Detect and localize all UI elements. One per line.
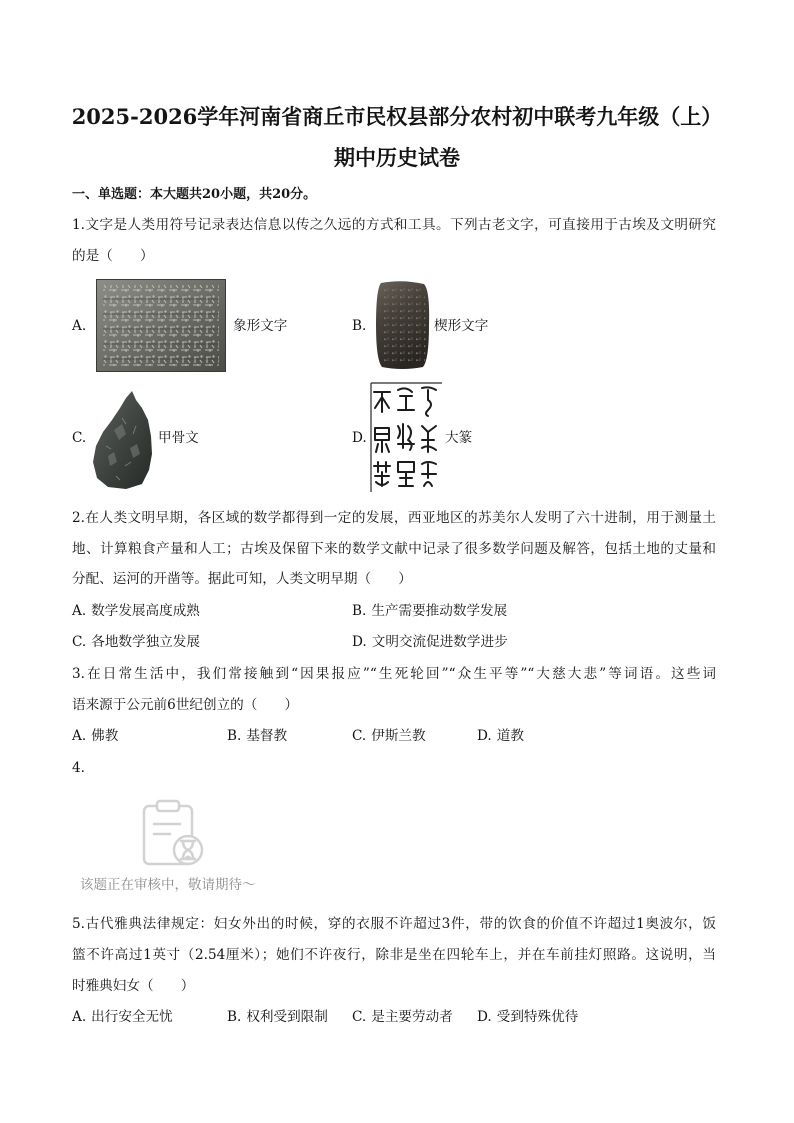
question-2-line-3: 分配、运河的开凿等。据此可知，人类文明早期（ ） bbox=[72, 571, 412, 587]
exam-title-line-1: 2025-2026学年河南省商丘市民权县部分农村初中联考九年级（上） bbox=[71, 104, 723, 129]
option-letter: C. bbox=[352, 728, 367, 744]
hieroglyph-tablet-image bbox=[96, 279, 226, 372]
option-text: 数学发展高度成熟 bbox=[91, 603, 200, 619]
option-text: 伊斯兰教 bbox=[371, 728, 426, 744]
option-text: 权利受到限制 bbox=[246, 1009, 328, 1025]
section-heading: 一、单选题：本大题共20小题，共20分。 bbox=[72, 187, 317, 202]
question-2-option-d bbox=[352, 632, 508, 652]
question-2-option-c bbox=[72, 632, 200, 652]
question-1-option-c-label: 甲骨文 bbox=[158, 430, 199, 446]
option-letter: B. bbox=[227, 1009, 242, 1025]
question-5-line-1: 5.古代雅典法律规定：妇女外出的时候，穿的衣服不许超过3件，带的饮食的价值不许超过1奥波尔，饭 bbox=[72, 916, 716, 932]
question-5-option-a bbox=[72, 1007, 173, 1027]
option-letter: D. bbox=[352, 634, 367, 650]
question-1-line-1: 1.文字是人类用符号记录表达信息以传之久远的方式和工具。下列古老文字，可直接用于古埃及文明研究 bbox=[72, 217, 716, 233]
option-letter: B. bbox=[227, 728, 242, 744]
question-5-line-3: 时雅典妇女（ ） bbox=[72, 978, 195, 994]
question-5-line-2: 篮不许高过1英寸（2.54厘米）；她们不许夜行，除非是坐在四轮车上，并在车前挂灯照路。这说明，当 bbox=[72, 947, 716, 963]
option-letter: C. bbox=[352, 1009, 367, 1025]
option-letter: C. bbox=[72, 634, 87, 650]
option-text: 是主要劳动者 bbox=[371, 1009, 453, 1025]
option-letter: B. bbox=[352, 603, 367, 619]
question-5-option-c bbox=[352, 1007, 453, 1027]
question-2-option-a bbox=[72, 601, 200, 621]
pending-review-notice: 该题正在审核中，敬请期待～ bbox=[80, 877, 256, 893]
question-1-option-c-letter bbox=[72, 428, 86, 448]
question-3-line-1: 3.在日常生活中，我们常接触到“因果报应”“生死轮回”“众生平等”“大慈大悲”等词语。这些词 bbox=[72, 666, 716, 682]
option-text: 生产需要推动数学发展 bbox=[371, 603, 508, 619]
option-letter: A. bbox=[72, 603, 87, 619]
option-text: 基督教 bbox=[246, 728, 288, 744]
option-text: 受到特殊优待 bbox=[496, 1009, 579, 1025]
exam-title-line-2: 期中历史试卷 bbox=[334, 145, 460, 170]
question-5-option-d bbox=[477, 1007, 578, 1027]
option-text: 文明交流促进数学进步 bbox=[371, 634, 508, 650]
question-1-option-d-label: 大篆 bbox=[445, 430, 473, 446]
question-5-option-b bbox=[227, 1007, 328, 1027]
cuneiform-tablet-image bbox=[375, 280, 430, 370]
question-1-option-b-letter bbox=[352, 316, 366, 336]
question-1-option-b-label: 楔形文字 bbox=[434, 318, 489, 334]
option-text: 佛教 bbox=[91, 728, 119, 744]
question-2-line-1: 2.在人类文明早期，各区域的数学都得到一定的发展，西亚地区的苏美尔人发明了六十进制，用于测量土 bbox=[72, 510, 716, 526]
question-3-line-2: 语来源于公元前6世纪创立的（ ） bbox=[72, 697, 299, 713]
question-3-option-d bbox=[477, 726, 524, 746]
option-text: 出行安全无忧 bbox=[91, 1009, 173, 1025]
question-3-option-b bbox=[227, 726, 287, 746]
question-4-number: 4. bbox=[72, 760, 85, 776]
question-2-option-b bbox=[352, 601, 507, 621]
option-letter: D. bbox=[477, 1009, 492, 1025]
option-letter: D. bbox=[352, 430, 367, 446]
option-letter: B. bbox=[352, 318, 367, 334]
question-3-option-c bbox=[352, 726, 426, 746]
question-2-line-2: 地、计算粮食产量和人工；古埃及保留下来的数学文献中记录了很多数学问题及解答，包括土地的丈量和 bbox=[72, 541, 716, 557]
option-letter: A. bbox=[72, 318, 87, 334]
oracle-bone-image bbox=[92, 390, 153, 490]
review-pending-icon bbox=[138, 798, 210, 868]
question-3-option-a bbox=[72, 726, 118, 746]
seal-script-image bbox=[370, 382, 443, 493]
question-1-option-a-letter bbox=[72, 316, 86, 336]
question-1-option-a-label: 象形文字 bbox=[233, 318, 288, 334]
option-letter: A. bbox=[72, 728, 87, 744]
option-letter: D. bbox=[477, 728, 492, 744]
question-1-line-2: 的是（ ） bbox=[72, 248, 154, 264]
option-text: 道教 bbox=[496, 728, 524, 744]
option-text: 各地数学独立发展 bbox=[91, 634, 200, 650]
option-letter: C. bbox=[72, 430, 87, 446]
option-letter: A. bbox=[72, 1009, 87, 1025]
question-1-option-d-letter bbox=[352, 428, 367, 448]
